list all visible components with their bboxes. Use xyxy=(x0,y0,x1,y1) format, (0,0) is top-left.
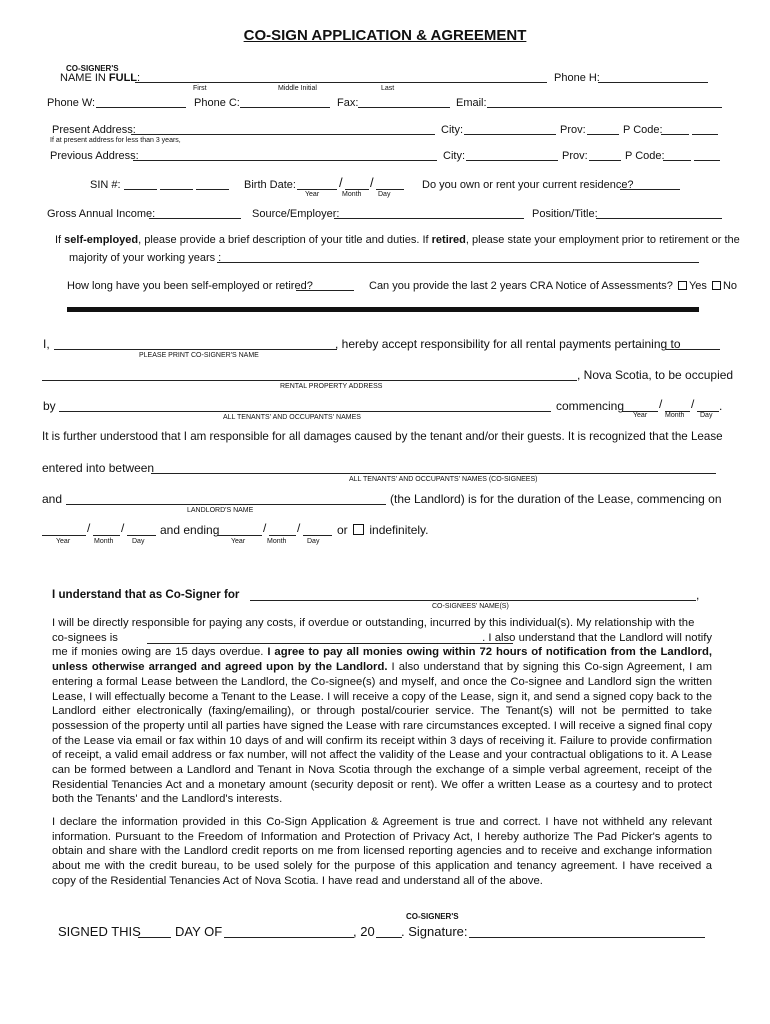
cosigner-responsibility-paragraph xyxy=(52,616,712,807)
and-label: and xyxy=(42,492,63,506)
cra-yes-checkbox[interactable] xyxy=(678,281,687,290)
fax-field[interactable] xyxy=(358,107,450,108)
name-label: NAME IN FULL: xyxy=(60,72,141,84)
and-ending-label: and ending xyxy=(160,523,220,537)
by-label: by xyxy=(43,399,56,413)
lease-start-day-caption: Day xyxy=(132,538,145,545)
self-employed-instruction: If self-employed, please provide a brief description of your title and duties. If retired, please state your employment prior to retirement or the xyxy=(55,234,740,246)
signature-line: SIGNED THIS xyxy=(58,924,141,939)
position-title-label: Position/Title: xyxy=(532,208,598,220)
own-rent-field[interactable] xyxy=(620,189,680,190)
present-prov-label: Prov: xyxy=(560,124,586,136)
understand-heading: I understand that as Co-Signer for xyxy=(52,588,240,601)
how-long-field[interactable] xyxy=(296,290,354,291)
birth-day-caption: Day xyxy=(378,191,391,198)
previous-address-label: Previous Address: xyxy=(50,150,139,162)
lease-end-year-field[interactable] xyxy=(218,535,262,536)
lease-start-slash-2: / xyxy=(121,521,125,535)
gross-income-label: Gross Annual Income: xyxy=(47,208,156,220)
commencing-slash-2: / xyxy=(691,397,695,411)
birth-month-field[interactable] xyxy=(345,189,369,190)
landlords-name-caption: LANDLORD'S NAME xyxy=(187,507,254,514)
birth-date-label: Birth Date: xyxy=(244,179,296,191)
nova-scotia-occupied: , Nova Scotia, to be occupied xyxy=(577,368,734,382)
relationship-field[interactable] xyxy=(147,643,513,644)
understand-comma: , xyxy=(696,588,700,602)
lease-end-month-field[interactable] xyxy=(269,535,296,536)
further-understood-text: It is further understood that I am responsible for all damages caused by the tenant and/or their guests. It is recognized that the Lease xyxy=(42,430,723,443)
middle-initial-caption: Middle Initial xyxy=(278,85,317,92)
tenants-names-field[interactable] xyxy=(59,411,551,412)
commencing-year-caption: Year xyxy=(633,412,648,419)
email-label: Email: xyxy=(456,97,487,109)
landlord-duration-text: (the Landlord) is for the duration of the Lease, commencing on xyxy=(390,492,722,506)
phone-c-field[interactable] xyxy=(240,107,330,108)
previous-address-field[interactable] xyxy=(133,160,437,161)
paragraph1-line2: co-signees is . I also understand that the Landlord will notify xyxy=(52,631,712,644)
signature-label: . Signature: xyxy=(401,924,468,939)
source-employer-field[interactable] xyxy=(334,218,524,219)
phone-w-label: Phone W: xyxy=(47,97,96,109)
tenants-names-caption: ALL TENANTS' AND OCCUPANTS' NAMES xyxy=(223,414,361,421)
lease-start-year-caption: Year xyxy=(56,538,71,545)
commencing-day-caption: Day xyxy=(700,412,713,419)
phone-h-label: Phone H: xyxy=(554,72,600,84)
lease-start-slash-1: / xyxy=(87,521,91,535)
commencing-month-caption: Month xyxy=(665,412,685,419)
present-address-label: Present Address: xyxy=(52,124,136,136)
previous-city-label: City: xyxy=(443,150,465,162)
lease-start-day-field[interactable] xyxy=(127,535,156,536)
sin-field-3[interactable] xyxy=(196,189,229,190)
day-of-label: DAY OF xyxy=(175,924,223,939)
previous-pcode-field-2[interactable] xyxy=(694,160,720,161)
source-employer-label: Source/Employer: xyxy=(252,208,340,220)
year-prefix: , 20 xyxy=(353,924,375,939)
declaration-paragraph: I declare the information provided in this Co-Sign Application & Agreement is true and correct. I have not withheld any relevant information. Pursuant to the Freedom of Information and Protection of Privacy Act, I hereby authorize The Pad Picker's agents to obtain and share with the Landlord credit reports on me from licensed reporting agencies and to receive and exchange information about me with the credit bureau, to be used solely for the purpose of this application and tenancy agreement. I have received a copy of the Residential Tenancies Act of Nova Scotia. I have read and understand all of the above. xyxy=(52,816,712,887)
last-caption: Last xyxy=(381,85,395,92)
lease-start-month-field[interactable] xyxy=(93,535,120,536)
birth-year-caption: Year xyxy=(305,191,320,198)
cra-no-checkbox[interactable] xyxy=(712,281,721,290)
lease-end-year-caption: Year xyxy=(231,538,246,545)
previous-pcode-label: P Code: xyxy=(625,150,665,162)
first-caption: First xyxy=(193,85,207,92)
birth-day-field[interactable] xyxy=(376,189,404,190)
email-field[interactable] xyxy=(487,107,722,108)
working-years-field[interactable] xyxy=(217,262,699,263)
present-city-label: City: xyxy=(441,124,463,136)
cosignees-name-caption: CO-SIGNEES' NAME(S) xyxy=(432,603,509,610)
how-long-label: How long have you been self-employed or retired? xyxy=(67,280,313,292)
entered-into-field[interactable] xyxy=(151,473,716,474)
landlord-name-field[interactable] xyxy=(66,504,386,505)
cosigner-name-field[interactable] xyxy=(54,349,337,350)
pertaining-field[interactable] xyxy=(666,349,720,350)
lease-end-day-caption: Day xyxy=(307,538,320,545)
i-label: I, xyxy=(43,337,50,351)
lease-end-slash-1: / xyxy=(263,521,267,535)
sin-field-1[interactable] xyxy=(124,189,157,190)
section-divider xyxy=(67,307,699,312)
birth-month-caption: Month xyxy=(342,191,362,198)
sin-label: SIN #: xyxy=(90,179,121,191)
cra-question: Can you provide the last 2 years CRA Notice of Assessments? Yes No xyxy=(369,280,738,292)
entered-into-label: entered into between xyxy=(42,461,155,475)
commencing-label: commencing xyxy=(556,399,625,413)
rental-address-caption: RENTAL PROPERTY ADDRESS xyxy=(280,383,383,390)
full-name-field[interactable] xyxy=(135,82,547,83)
print-name-caption: PLEASE PRINT CO-SIGNER'S NAME xyxy=(139,352,259,359)
signed-month-field[interactable] xyxy=(224,937,354,938)
commencing-period: . xyxy=(719,399,723,413)
birth-slash-2: / xyxy=(370,175,374,190)
paragraph1-line1: I will be directly responsible for paying any costs, if overdue or outstanding, incurred by this individual(s). My relationship with the xyxy=(52,617,695,629)
birth-slash-1: / xyxy=(339,175,343,190)
present-pcode-field-2[interactable] xyxy=(692,134,718,135)
cosigner-label: CO-SIGNER'S xyxy=(66,64,119,73)
previous-city-field[interactable] xyxy=(466,160,558,161)
tenants-cosignees-caption: ALL TENANTS' AND OCCUPANTS' NAMES (CO-SIGNEES) xyxy=(349,476,538,483)
working-years-label: majority of your working years : xyxy=(69,252,222,264)
lease-end-day-field[interactable] xyxy=(303,535,332,536)
lease-start-month-caption: Month xyxy=(94,538,114,545)
cosignees-field[interactable] xyxy=(250,600,696,601)
lease-start-year-field[interactable] xyxy=(42,535,86,536)
previous-prov-label: Prov: xyxy=(562,150,588,162)
birth-year-field[interactable] xyxy=(297,189,337,190)
signed-day-field[interactable] xyxy=(138,937,171,938)
signature-cosigner-label: CO-SIGNER'S xyxy=(406,912,459,921)
phone-w-field[interactable] xyxy=(96,107,186,108)
previous-prov-field[interactable] xyxy=(589,160,621,161)
lease-end-slash-2: / xyxy=(297,521,301,535)
present-address-field[interactable] xyxy=(131,134,435,135)
lease-end-month-caption: Month xyxy=(267,538,287,545)
rental-address-field[interactable] xyxy=(42,380,577,381)
present-pcode-field-1[interactable] xyxy=(661,134,689,135)
page-title: CO-SIGN APPLICATION & AGREEMENT xyxy=(243,27,527,44)
phone-c-label: Phone C: xyxy=(194,97,240,109)
fax-label: Fax: xyxy=(337,97,359,109)
own-rent-label: Do you own or rent your current residence? xyxy=(422,179,634,191)
or-indefinitely: or indefinitely. xyxy=(337,523,429,537)
previous-pcode-field-1[interactable] xyxy=(663,160,691,161)
paragraph1-body: me if monies owing are 15 days overdue. I agree to pay all monies owing within 72 hours of notification from the Landlord, unless otherwise arranged and agreed upon by the Landlord. I also understand that by signing this Co-sign Agreement, I am entering a formal Lease between the Landlord, the Co-signee(s) and myself, and once the Co-signee and Landlord sign the written Lease, I will effectually become a Tenant to the Lease. I will receive a copy of the Lease, sign it, and send a signed copy back to the Landlord either electronically (faxing/emailing), or through postal/courier service. The Tenant(s) will not be permitted to take possession of the property until all parties have signed the Lease with rare circumstances excepted. I will receive a signed final copy of the Lease via email or fax within 10 days of and will confirm its receipt within 3 days of receiving it. Failure to provide confirmation of receipt, a valid email address or fax number, will not affect the validity of the Lease and your contractual obligations to it. A Lease can be formed between a Landlord and Tenant in Nova Scotia through the exchange of a simple verbal agreement, receipt of the Residential Tenancies Act and a monetary amount (security deposit or rent). We offer a written Lease as a courtesy and to protect both the Tenants' and the Landlord's interests. xyxy=(52,646,712,806)
accept-text: , hereby accept responsibility for all rental payments pertaining to xyxy=(335,337,681,351)
address-note: If at present address for less than 3 years, xyxy=(50,137,181,144)
present-city-field[interactable] xyxy=(464,134,556,135)
signature-field[interactable] xyxy=(469,937,705,938)
present-prov-field[interactable] xyxy=(587,134,619,135)
present-pcode-label: P Code: xyxy=(623,124,663,136)
position-title-field[interactable] xyxy=(596,218,722,219)
signed-year-field[interactable] xyxy=(376,937,402,938)
sin-field-2[interactable] xyxy=(160,189,193,190)
gross-income-field[interactable] xyxy=(149,218,241,219)
commencing-slash-1: / xyxy=(659,397,663,411)
indefinitely-checkbox[interactable] xyxy=(353,524,364,535)
phone-h-field[interactable] xyxy=(598,82,708,83)
